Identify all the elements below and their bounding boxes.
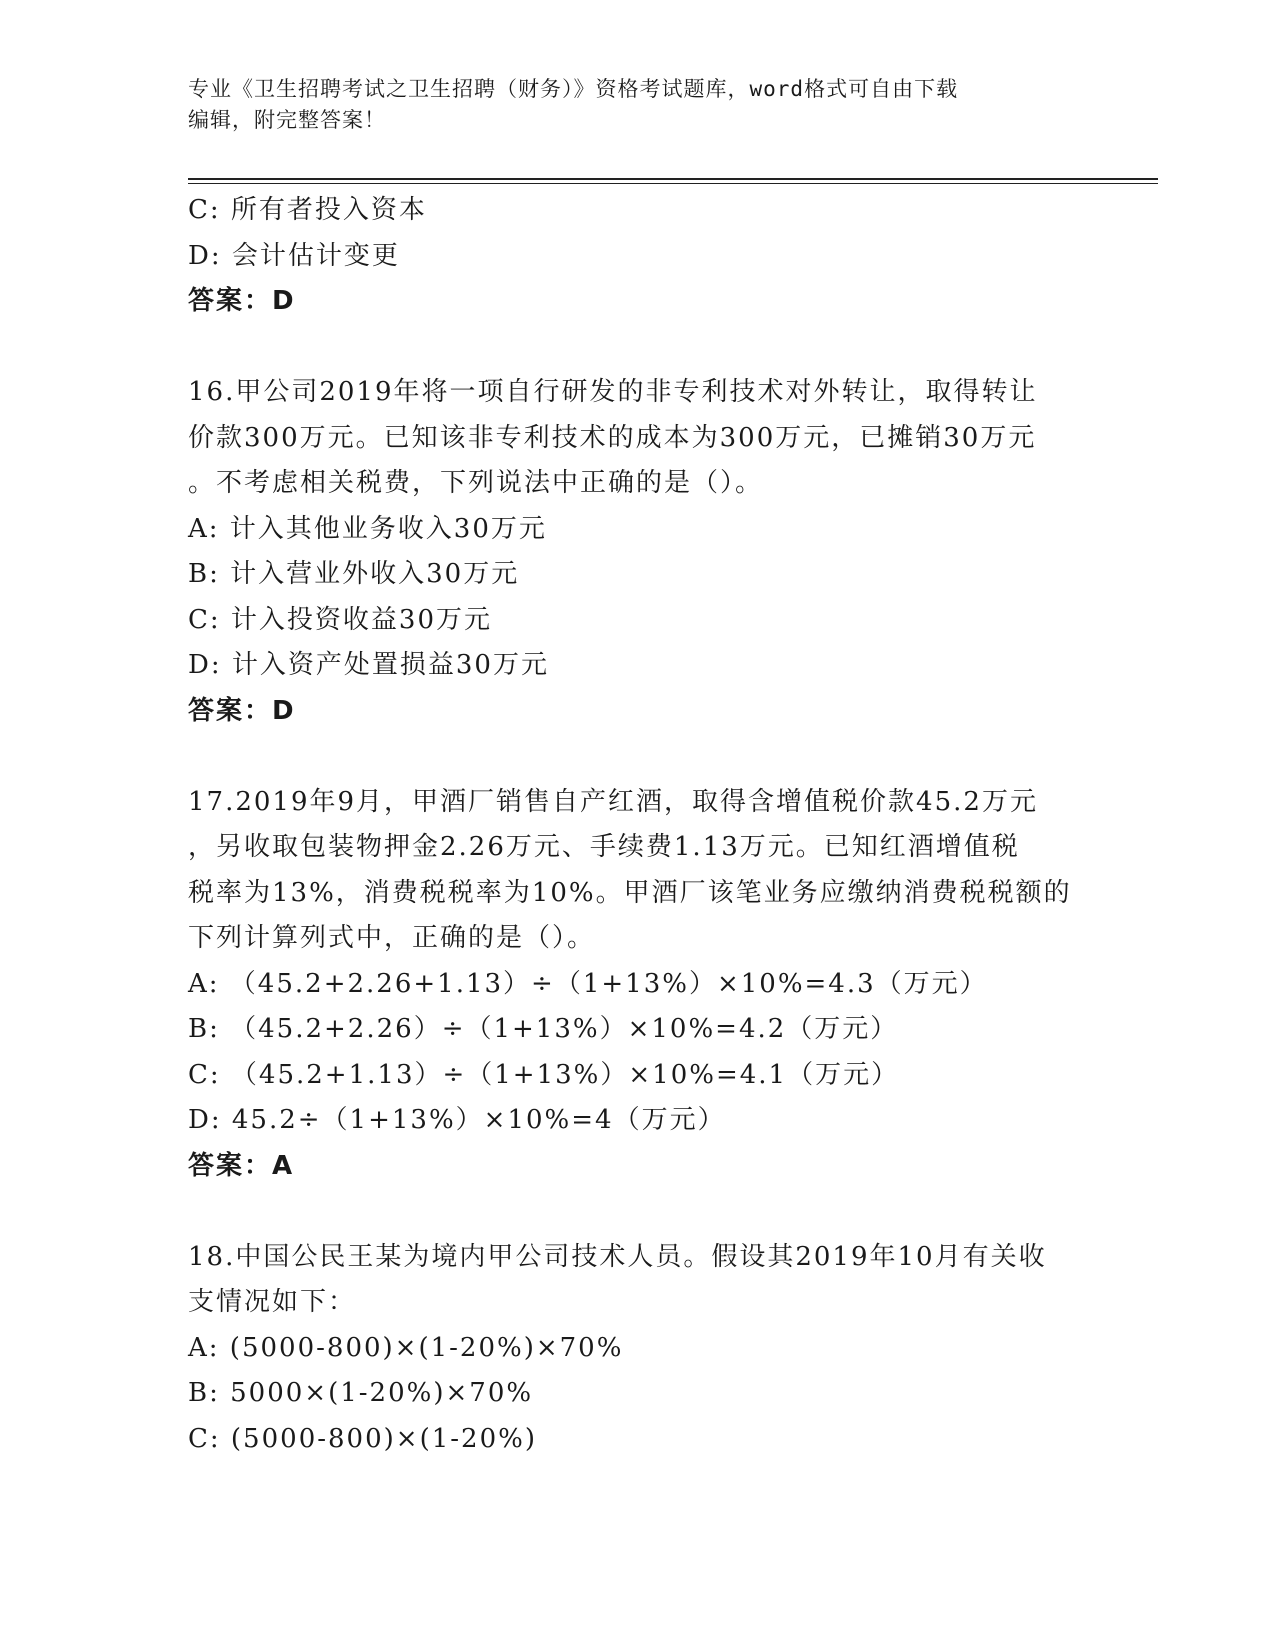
option-c: C: (5000-800)×(1-20%) xyxy=(188,1423,537,1454)
option-c: C: 计入投资收益30万元 xyxy=(188,604,493,635)
question-16 xyxy=(188,370,1088,734)
document-header xyxy=(188,74,1088,136)
spacer xyxy=(188,325,1088,371)
question-stem-line: 。不考虑相关税费，下列说法中正确的是（）。 xyxy=(188,468,764,498)
option-a: A: （45.2+2.26+1.13）÷（1+13%）×10%=4.3（万元） xyxy=(188,968,988,999)
question-stem-line: 18.中国公民王某为境内甲公司技术人员。假设其2019年10月有关收 xyxy=(188,1241,1047,1272)
question-stem-line: 16.甲公司2019年将一项自行研发的非专利技术对外转让，取得转让 xyxy=(188,377,1038,407)
document-body xyxy=(188,188,1088,1462)
header-divider-thin xyxy=(188,183,1158,184)
option-d: D: 会计估计变更 xyxy=(188,240,400,271)
header-line-2: 编辑，附完整答案！ xyxy=(188,108,386,132)
question-stem-line: 价款300万元。已知该非专利技术的成本为300万元，已摊销30万元 xyxy=(188,422,1037,453)
answer: 答案：D xyxy=(188,286,296,316)
header-line-1: 专业《卫生招聘考试之卫生招聘（财务）》资格考试题库，word格式可自由下载 xyxy=(188,77,959,101)
question-stem-line: 支情况如下： xyxy=(188,1287,357,1317)
answer: 答案：D xyxy=(188,695,296,726)
option-c: C: 所有者投入资本 xyxy=(188,195,427,225)
spacer xyxy=(188,1189,1088,1235)
option-d: D: 45.2÷（1+13%）×10%=4（万元） xyxy=(188,1105,726,1135)
option-b: B: 计入营业外收入30万元 xyxy=(188,559,520,589)
option-c: C: （45.2+1.13）÷（1+13%）×10%=4.1（万元） xyxy=(188,1059,900,1090)
option-a: A: (5000-800)×(1-20%)×70% xyxy=(188,1332,624,1363)
header-divider-thick xyxy=(188,178,1158,180)
answer: 答案：A xyxy=(188,1150,295,1181)
question-15-tail xyxy=(188,188,1088,325)
spacer xyxy=(188,734,1088,780)
question-17 xyxy=(188,780,1088,1190)
question-stem-line: 下列计算列式中，正确的是（）。 xyxy=(188,923,596,953)
question-18 xyxy=(188,1235,1088,1463)
question-stem-line: 税率为13%，消费税税率为10%。甲酒厂该笔业务应缴纳消费税税额的 xyxy=(188,877,1072,908)
option-b: B: （45.2+2.26）÷（1+13%）×10%=4.2（万元） xyxy=(188,1014,899,1044)
question-stem-line: 17.2019年9月，甲酒厂销售自产红酒，取得含增值税价款45.2万元 xyxy=(188,786,1038,817)
option-a: A: 计入其他业务收入30万元 xyxy=(188,513,547,544)
question-stem-line: ，另收取包装物押金2.26万元、手续费1.13万元。已知红酒增值税 xyxy=(188,832,1020,862)
option-b: B: 5000×(1-20%)×70% xyxy=(188,1378,534,1408)
option-d: D: 计入资产处置损益30万元 xyxy=(188,650,549,680)
